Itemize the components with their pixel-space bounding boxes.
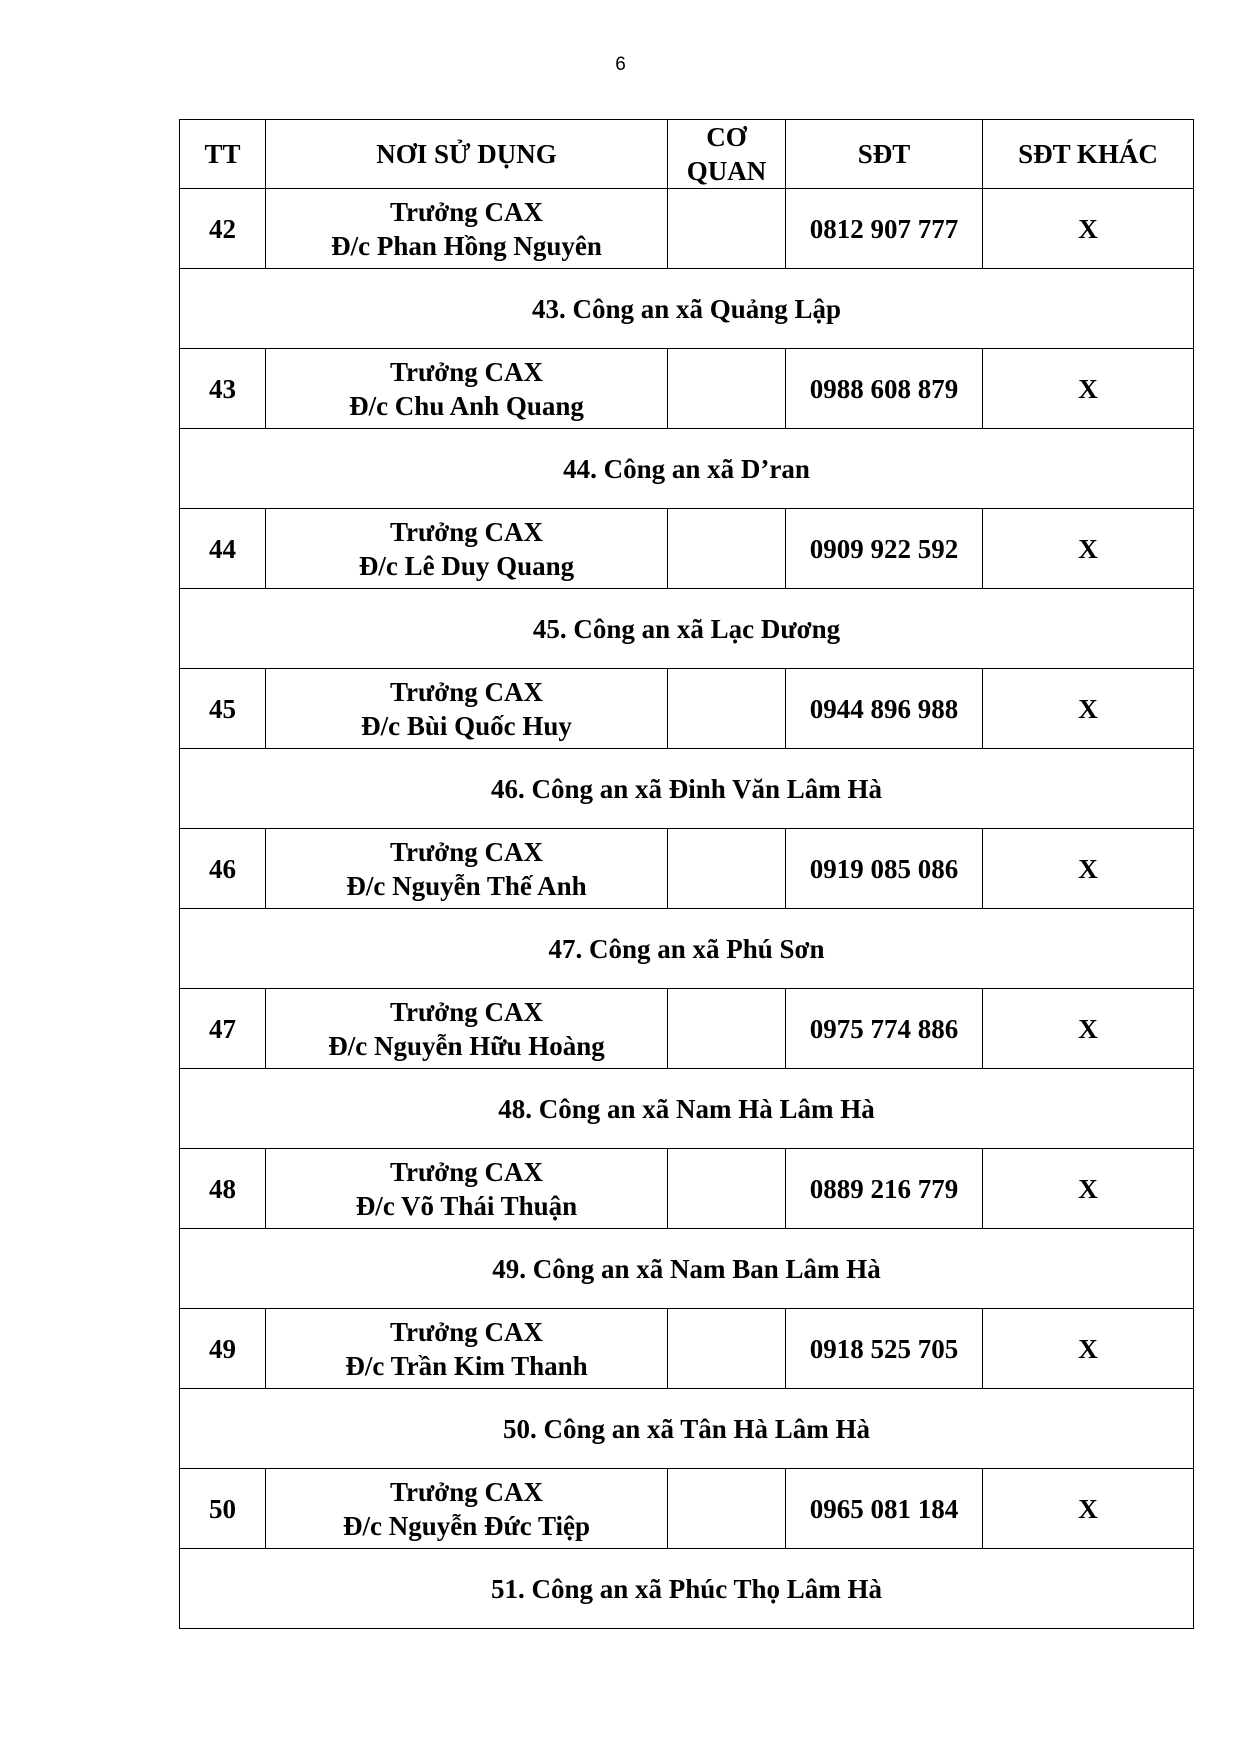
cell-tt: 45 bbox=[180, 669, 266, 749]
position-title: Trưởng CAX bbox=[390, 836, 543, 867]
cell-noi-su-dung bbox=[266, 1469, 668, 1549]
page-number: 6 bbox=[615, 54, 626, 75]
cell-sdt: 0909 922 592 bbox=[786, 509, 983, 589]
cell-sdt-khac: X bbox=[983, 509, 1194, 589]
cell-tt: 49 bbox=[180, 1309, 266, 1389]
cell-tt: 48 bbox=[180, 1149, 266, 1229]
group-heading-row bbox=[180, 1389, 1194, 1469]
group-heading-row bbox=[180, 749, 1194, 829]
cell-co-quan bbox=[668, 1309, 786, 1389]
group-heading-row bbox=[180, 1229, 1194, 1309]
cell-noi-su-dung bbox=[266, 509, 668, 589]
header-co-quan-line1: CƠ bbox=[706, 122, 747, 152]
cell-co-quan bbox=[668, 349, 786, 429]
cell-sdt-khac: X bbox=[983, 989, 1194, 1069]
cell-noi-su-dung bbox=[266, 669, 668, 749]
cell-tt: 47 bbox=[180, 989, 266, 1069]
person-name: Đ/c Trần Kim Thanh bbox=[345, 1350, 588, 1381]
table-row bbox=[180, 1309, 1194, 1389]
cell-tt: 44 bbox=[180, 509, 266, 589]
table-body bbox=[180, 189, 1194, 1629]
person-name: Đ/c Nguyễn Đức Tiệp bbox=[343, 1510, 590, 1541]
cell-sdt-khac: X bbox=[983, 189, 1194, 269]
cell-sdt: 0812 907 777 bbox=[786, 189, 983, 269]
table-row bbox=[180, 189, 1194, 269]
person-name: Đ/c Lê Duy Quang bbox=[358, 550, 575, 581]
cell-co-quan bbox=[668, 509, 786, 589]
header-sdt-khac: SĐT KHÁC bbox=[983, 120, 1194, 189]
cell-co-quan bbox=[668, 669, 786, 749]
person-name: Đ/c Chu Anh Quang bbox=[349, 390, 584, 421]
table-row bbox=[180, 989, 1194, 1069]
table-row bbox=[180, 509, 1194, 589]
header-co-quan-line2: QUAN bbox=[686, 156, 767, 186]
group-heading-row bbox=[180, 269, 1194, 349]
group-heading: 51. Công an xã Phúc Thọ Lâm Hà bbox=[180, 1549, 1194, 1629]
group-heading-row bbox=[180, 589, 1194, 669]
header-tt: TT bbox=[180, 120, 266, 189]
table-row bbox=[180, 1469, 1194, 1549]
cell-sdt: 0918 525 705 bbox=[786, 1309, 983, 1389]
group-heading: 44. Công an xã D’ran bbox=[180, 429, 1194, 509]
header-co-quan bbox=[668, 120, 786, 189]
group-heading: 43. Công an xã Quảng Lập bbox=[180, 269, 1194, 349]
table-row bbox=[180, 1149, 1194, 1229]
position-title: Trưởng CAX bbox=[390, 676, 543, 707]
cell-sdt-khac: X bbox=[983, 669, 1194, 749]
cell-sdt-khac: X bbox=[983, 1149, 1194, 1229]
position-title: Trưởng CAX bbox=[390, 356, 543, 387]
group-heading: 49. Công an xã Nam Ban Lâm Hà bbox=[180, 1229, 1194, 1309]
group-heading-row bbox=[180, 429, 1194, 509]
cell-tt: 43 bbox=[180, 349, 266, 429]
cell-co-quan bbox=[668, 1149, 786, 1229]
table-header-row bbox=[180, 120, 1194, 189]
person-name: Đ/c Phan Hồng Nguyên bbox=[331, 230, 602, 261]
group-heading: 47. Công an xã Phú Sơn bbox=[180, 909, 1194, 989]
cell-co-quan bbox=[668, 829, 786, 909]
cell-sdt: 0944 896 988 bbox=[786, 669, 983, 749]
cell-sdt: 0975 774 886 bbox=[786, 989, 983, 1069]
cell-sdt-khac: X bbox=[983, 349, 1194, 429]
cell-sdt: 0889 216 779 bbox=[786, 1149, 983, 1229]
cell-co-quan bbox=[668, 189, 786, 269]
table-row bbox=[180, 829, 1194, 909]
cell-sdt-khac: X bbox=[983, 1469, 1194, 1549]
cell-sdt: 0988 608 879 bbox=[786, 349, 983, 429]
header-noi-su-dung: NƠI SỬ DỤNG bbox=[266, 120, 668, 189]
cell-noi-su-dung bbox=[266, 349, 668, 429]
cell-noi-su-dung bbox=[266, 989, 668, 1069]
group-heading: 48. Công an xã Nam Hà Lâm Hà bbox=[180, 1069, 1194, 1149]
person-name: Đ/c Nguyễn Hữu Hoàng bbox=[328, 1030, 605, 1061]
position-title: Trưởng CAX bbox=[390, 1316, 543, 1347]
contact-table bbox=[179, 119, 1194, 1629]
position-title: Trưởng CAX bbox=[390, 1156, 543, 1187]
cell-sdt: 0919 085 086 bbox=[786, 829, 983, 909]
cell-noi-su-dung bbox=[266, 189, 668, 269]
table-row bbox=[180, 669, 1194, 749]
cell-sdt-khac: X bbox=[983, 829, 1194, 909]
table-row bbox=[180, 349, 1194, 429]
position-title: Trưởng CAX bbox=[390, 516, 543, 547]
cell-noi-su-dung bbox=[266, 1149, 668, 1229]
cell-sdt: 0965 081 184 bbox=[786, 1469, 983, 1549]
person-name: Đ/c Võ Thái Thuận bbox=[355, 1190, 578, 1221]
person-name: Đ/c Nguyễn Thế Anh bbox=[346, 870, 587, 901]
group-heading-row bbox=[180, 909, 1194, 989]
cell-tt: 46 bbox=[180, 829, 266, 909]
cell-noi-su-dung bbox=[266, 1309, 668, 1389]
group-heading: 46. Công an xã Đinh Văn Lâm Hà bbox=[180, 749, 1194, 829]
cell-co-quan bbox=[668, 1469, 786, 1549]
position-title: Trưởng CAX bbox=[390, 996, 543, 1027]
position-title: Trưởng CAX bbox=[390, 1476, 543, 1507]
cell-tt: 50 bbox=[180, 1469, 266, 1549]
cell-co-quan bbox=[668, 989, 786, 1069]
header-sdt: SĐT bbox=[786, 120, 983, 189]
group-heading-row bbox=[180, 1549, 1194, 1629]
cell-tt: 42 bbox=[180, 189, 266, 269]
group-heading-row bbox=[180, 1069, 1194, 1149]
position-title: Trưởng CAX bbox=[390, 196, 543, 227]
cell-sdt-khac: X bbox=[983, 1309, 1194, 1389]
cell-noi-su-dung bbox=[266, 829, 668, 909]
group-heading: 50. Công an xã Tân Hà Lâm Hà bbox=[180, 1389, 1194, 1469]
person-name: Đ/c Bùi Quốc Huy bbox=[361, 710, 572, 741]
group-heading: 45. Công an xã Lạc Dương bbox=[180, 589, 1194, 669]
